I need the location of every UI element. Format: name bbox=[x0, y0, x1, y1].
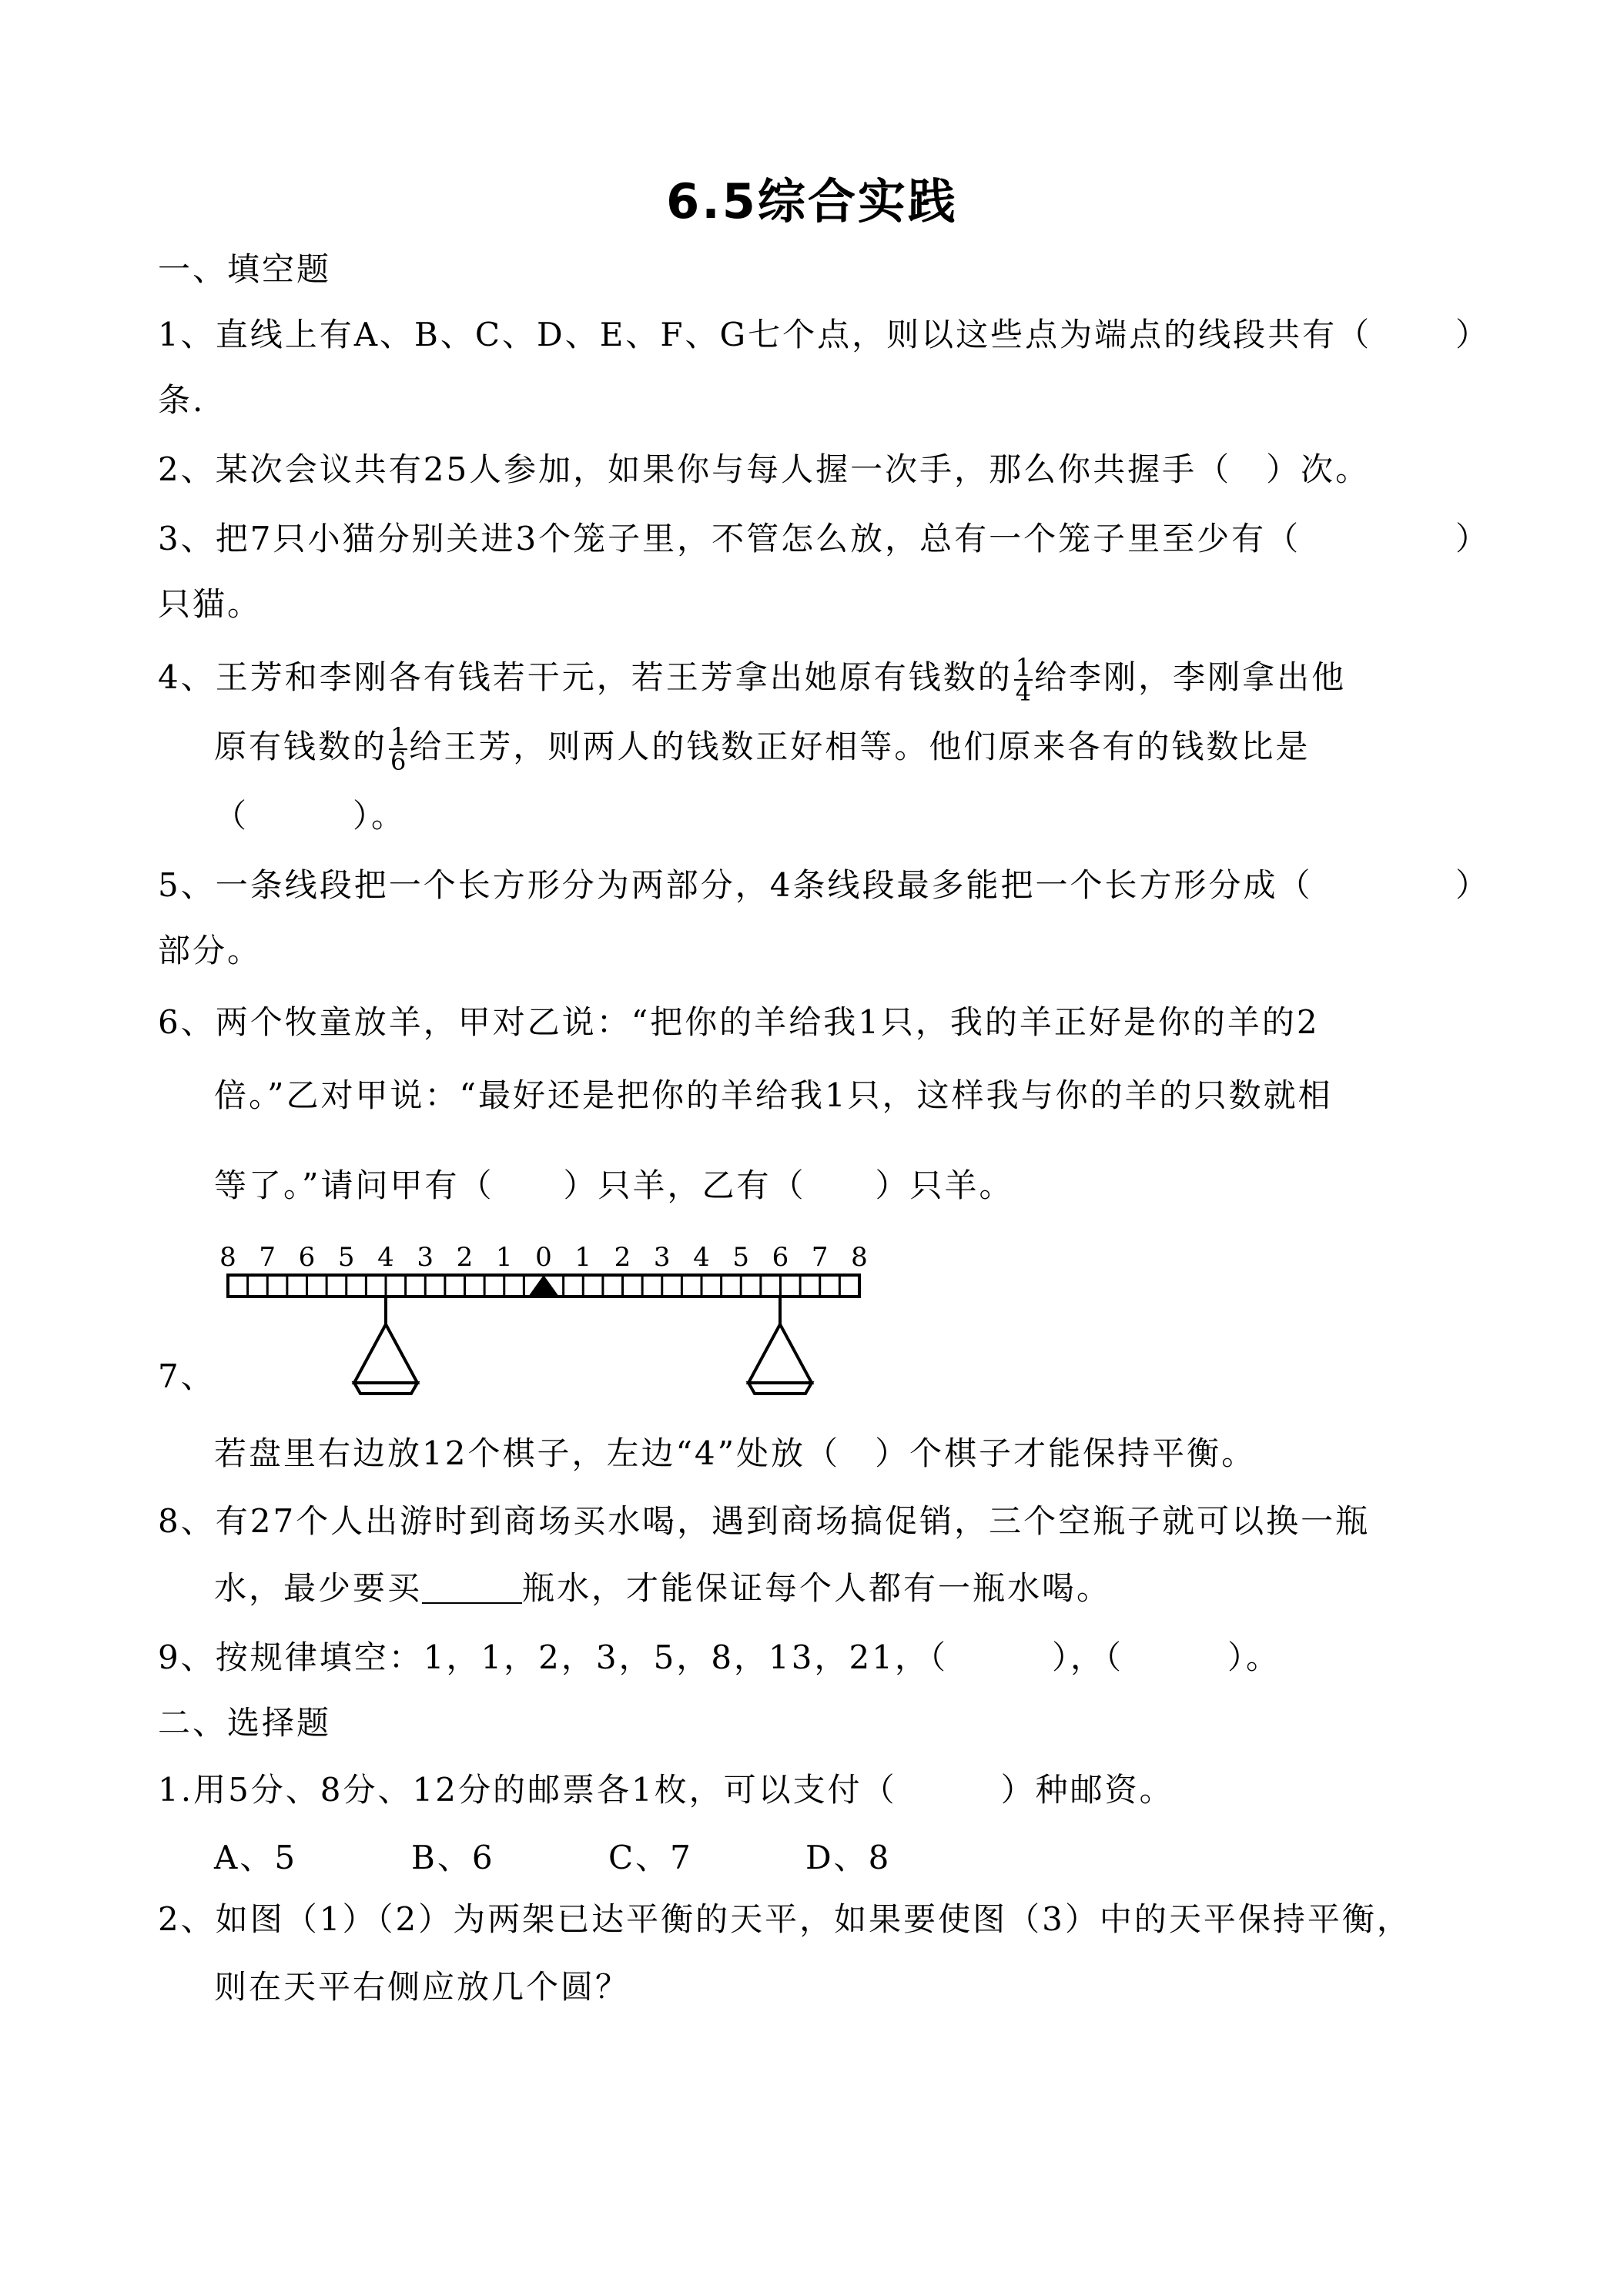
scale-label: 6 bbox=[772, 1242, 789, 1273]
question-3-text: 3、把7只小猫分别关进3个笼子里，不管怎么放，总有一个笼子里至少有（ bbox=[158, 520, 1301, 557]
section-heading-multiple-choice: 二、选择题 bbox=[158, 1704, 332, 1742]
question-1-text: 1、直线上有A、B、C、D、E、F、G七个点，则以这些点为端点的线段共有（ bbox=[158, 316, 1372, 353]
choice-question-2-line-1: 2、如图（1）（2）为两架已达平衡的天平，如果要使图（3）中的天平保持平衡， bbox=[158, 1900, 1411, 1938]
scale-label: 0 bbox=[535, 1242, 552, 1273]
question-4-text-b: 给李刚，李刚拿出他 bbox=[1034, 658, 1347, 696]
question-8-text-a: 水，最少要买 bbox=[214, 1569, 423, 1607]
option-b: B、6 bbox=[411, 1839, 495, 1876]
question-1-paren-close: ） bbox=[1455, 316, 1490, 353]
question-4-line-2 bbox=[214, 722, 1546, 776]
question-9: 9、按规律填空：1，1，2，3，5，8，13，21，（ ），（ ）。 bbox=[158, 1638, 1281, 1676]
question-6-line-1: 6、两个牧童放羊，甲对乙说：“把你的羊给我1只，我的羊正好是你的羊的2 bbox=[158, 1003, 1320, 1041]
fraction-denominator: 6 bbox=[390, 747, 407, 776]
scale-label: 6 bbox=[298, 1242, 316, 1273]
choice-question-2-line-2: 则在天平右侧应放几个圆？ bbox=[214, 1968, 631, 2006]
scale-label: 7 bbox=[811, 1242, 829, 1273]
page-title: 6.5综合实践 bbox=[666, 173, 958, 229]
scale-label: 4 bbox=[377, 1242, 394, 1273]
question-5-line-2: 部分。 bbox=[158, 932, 263, 969]
scale-label: 1 bbox=[574, 1242, 592, 1273]
question-3-paren-close: ） bbox=[1455, 520, 1490, 557]
question-4-text-a: 4、王芳和李刚各有钱若干元，若王芳拿出她原有钱数的 bbox=[158, 658, 1013, 696]
fraction-one-fourth bbox=[1014, 653, 1033, 707]
option-a: A、5 bbox=[214, 1839, 298, 1876]
question-4-text-d: 给王芳，则两人的钱数正好相等。他们原来各有的钱数比是 bbox=[409, 728, 1311, 765]
option-c: C、7 bbox=[608, 1839, 693, 1876]
scale-label: 7 bbox=[259, 1242, 276, 1273]
scale-label: 3 bbox=[653, 1242, 671, 1273]
question-6-line-3: 等了。”请问甲有（ ）只羊，乙有（ ）只羊。 bbox=[214, 1166, 1014, 1204]
question-4-line-3: （ ）。 bbox=[214, 797, 407, 835]
question-7-number: 7、 bbox=[158, 1357, 216, 1395]
question-2: 2、某次会议共有25人参加，如果你与每人握一次手，那么你共握手（ ）次。 bbox=[158, 450, 1371, 488]
question-8-text-b: 瓶水，才能保证每个人都有一瓶水喝。 bbox=[522, 1569, 1112, 1607]
question-4-text-c: 原有钱数的 bbox=[214, 728, 388, 765]
section-heading-fill-blank: 一、填空题 bbox=[158, 250, 332, 288]
question-1-line-2: 条. bbox=[158, 381, 206, 419]
scale-label: 8 bbox=[219, 1242, 236, 1273]
question-5 bbox=[158, 864, 1490, 907]
fraction-numerator: 1 bbox=[390, 722, 407, 751]
question-4-line-1 bbox=[158, 653, 1490, 707]
question-6-line-2: 倍。”乙对甲说：“最好还是把你的羊给我1只，这样我与你的羊的只数就相 bbox=[214, 1076, 1333, 1114]
scale-label: 2 bbox=[456, 1242, 474, 1273]
question-7-text: 若盘里右边放12个棋子，左边“4”处放（ ）个棋子才能保持平衡。 bbox=[214, 1434, 1257, 1472]
fraction-numerator: 1 bbox=[1015, 653, 1032, 682]
answer-blank-line bbox=[422, 1571, 522, 1604]
question-1 bbox=[158, 313, 1490, 356]
scale-label: 4 bbox=[693, 1242, 710, 1273]
scale-number-labels bbox=[219, 1242, 868, 1273]
question-8-line-2 bbox=[214, 1567, 1546, 1610]
question-3 bbox=[158, 517, 1490, 561]
scale-label: 3 bbox=[417, 1242, 434, 1273]
question-3-line-2: 只猫。 bbox=[158, 585, 263, 623]
scale-label: 8 bbox=[851, 1242, 868, 1273]
scale-label: 1 bbox=[495, 1242, 513, 1273]
scale-label: 5 bbox=[732, 1242, 750, 1273]
scale-label: 2 bbox=[614, 1242, 631, 1273]
fraction-denominator: 4 bbox=[1015, 678, 1032, 707]
option-d: D、8 bbox=[805, 1839, 892, 1876]
choice-question-1: 1.用5分、8分、12分的邮票各1枚，可以支付（ ）种邮资。 bbox=[158, 1771, 1174, 1809]
question-8-line-1: 8、有27个人出游时到商场买水喝，遇到商场搞促销，三个空瓶子就可以换一瓶 bbox=[158, 1502, 1371, 1540]
question-5-text: 5、一条线段把一个长方形分为两部分，4条线段最多能把一个长方形分成（ bbox=[158, 866, 1313, 904]
question-5-paren-close: ） bbox=[1455, 866, 1490, 904]
fraction-one-sixth bbox=[389, 722, 407, 776]
choice-question-1-options bbox=[214, 1836, 1546, 1879]
scale-label: 5 bbox=[337, 1242, 355, 1273]
fulcrum-triangle bbox=[528, 1275, 559, 1297]
